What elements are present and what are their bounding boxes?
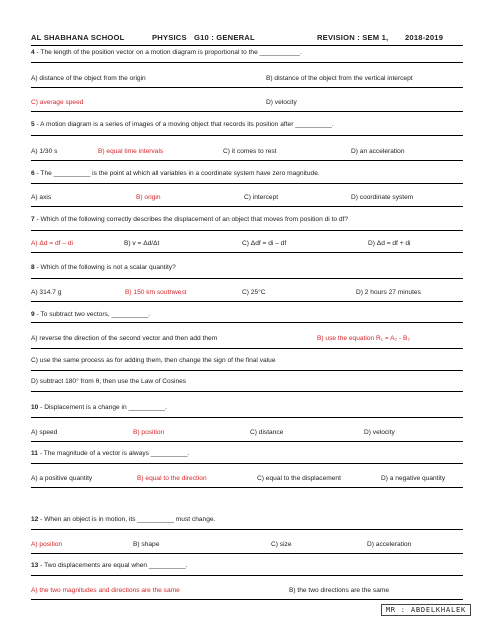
option-4-c[interactable]: C) average speed [31,99,84,106]
question-rule [31,417,463,418]
question-7 [31,216,348,223]
option-12-b[interactable]: B) shape [133,541,160,548]
question-number: 8 [31,264,35,271]
school-name: AL SHABHANA SCHOOL [31,33,125,42]
option-5-c[interactable]: C) it comes to rest [223,148,277,155]
option-8-a[interactable]: A) 314.7 g [31,289,62,296]
question-rule [31,183,463,184]
option-7-a[interactable]: A) Δd = df – di [31,240,73,247]
header-rule [31,45,463,46]
revision: REVISION : SEM 1, [317,33,389,42]
option-rule [31,301,463,302]
question-4 [31,49,302,56]
question-text: - The magnitude of a vector is always __________. [37,450,190,457]
option-11-b[interactable]: B) equal to the direction [137,475,207,482]
option-4-a[interactable]: A) distance of the object from the origin [31,75,146,82]
question-13 [31,562,187,569]
option-13-b[interactable]: B) the two directions are the same [289,587,390,594]
option-6-d[interactable]: D) coordinate system [351,194,414,201]
option-rule [31,441,463,442]
option-6-a[interactable]: A) axis [31,194,52,201]
option-rule [31,487,463,488]
option-10-d[interactable]: D) velocity [364,429,395,436]
question-text: - Which of the following correctly describes the displacement of an object that moves from position di to df? [34,216,349,223]
question-number: 11 [31,450,38,457]
question-text: - Which of the following is not a scalar quantity? [34,264,176,271]
question-rule [31,322,463,323]
option-rule [31,553,463,554]
question-text: - The length of the position vector on a motion diagram is proportional to the ___________. [34,49,302,56]
option-5-a[interactable]: A) 1/30 s [31,148,58,155]
option-10-c[interactable]: C) distance [250,429,284,436]
question-text: - To subtract two vectors, __________. [34,311,151,318]
option-6-c[interactable]: C) intercept [244,194,279,201]
option-rule [31,206,463,207]
option-10-b[interactable]: B) position [133,429,165,436]
question-rule [31,278,463,279]
question-12 [31,516,215,523]
option-7-d[interactable]: D) Δd = df + di [368,240,411,247]
question-6 [31,170,320,177]
option-12-a[interactable]: A) position [31,541,63,548]
year: 2018-2019 [405,33,444,42]
option-rule [31,370,463,371]
option-rule [31,252,463,253]
question-number: 4 [31,49,35,56]
question-rule [31,575,463,576]
option-4-b[interactable]: B) distance of the object from the vertical intercept [266,75,413,82]
option-5-d[interactable]: D) an acceleration [351,148,405,155]
grade: G10 : GENERAL [194,33,255,42]
option-9-d[interactable]: D) subtract 180° from θ, then use the Law of Cosines [31,378,187,385]
option-8-c[interactable]: C) 25°C [242,289,266,296]
option-rule [31,391,463,392]
question-text: - The __________ is the point at which all variables in a coordinate system have zero magnitude. [34,170,320,177]
option-rule [31,87,463,88]
question-5 [31,121,334,128]
option-12-d[interactable]: D) acceleration [367,541,412,548]
option-10-a[interactable]: A) speed [31,429,58,436]
option-9-b[interactable]: B) use the equation R₁ = A₂ - B₂ [317,335,410,342]
option-8-d[interactable]: D) 2 hours 27 minutes [356,289,421,296]
question-rule [31,230,463,231]
question-rule [31,135,463,136]
option-8-b[interactable]: B) 150 km southwest [125,289,187,296]
option-rule [31,348,463,349]
page-header [31,33,463,44]
option-4-d[interactable]: D) velocity [266,99,297,106]
author-footer: MR : ABDELKHALEK [381,604,471,616]
option-9-c[interactable]: C) use the same process as for adding them, then change the sign of the final value [31,357,276,364]
option-5-b[interactable]: B) equal time intervals [98,148,164,155]
question-rule [31,463,463,464]
option-12-c[interactable]: C) size [271,541,292,548]
question-number: 10 [31,404,39,411]
subject: PHYSICS [152,33,187,42]
question-number: 12 [31,516,39,523]
question-8 [31,264,176,271]
option-7-c[interactable]: C) Δdf = di – df [242,240,287,247]
option-6-b[interactable]: B) origin [136,194,161,201]
question-text: - Two displacements are equal when __________. [38,562,188,569]
question-number: 6 [31,170,35,177]
option-13-a[interactable]: A) the two magnitudes and directions are the same [31,587,180,594]
question-11 [31,450,189,457]
question-rule [31,529,463,530]
option-rule [31,111,463,112]
option-rule [31,160,463,161]
question-text: - Displacement is a change in __________. [38,404,168,411]
question-9 [31,311,150,318]
option-7-b[interactable]: B) v = Δd/Δt [124,240,160,247]
question-number: 5 [31,121,35,128]
question-text: - A motion diagram is a series of images of a moving object that records its position after __________. [34,121,334,128]
question-rule [31,62,463,63]
option-9-a[interactable]: A) reverse the direction of the second vector and then add them [31,335,218,342]
question-number: 13 [31,562,39,569]
question-number: 9 [31,311,35,318]
question-10 [31,404,167,411]
option-rule [31,599,463,600]
option-11-a[interactable]: A) a positive quantity [31,475,93,482]
option-11-d[interactable]: D) a negative quantity [381,475,446,482]
question-text: - When an object is in motion, its __________ must change. [38,516,216,523]
question-number: 7 [31,216,35,223]
option-11-c[interactable]: C) equal to the displacement [257,475,341,482]
